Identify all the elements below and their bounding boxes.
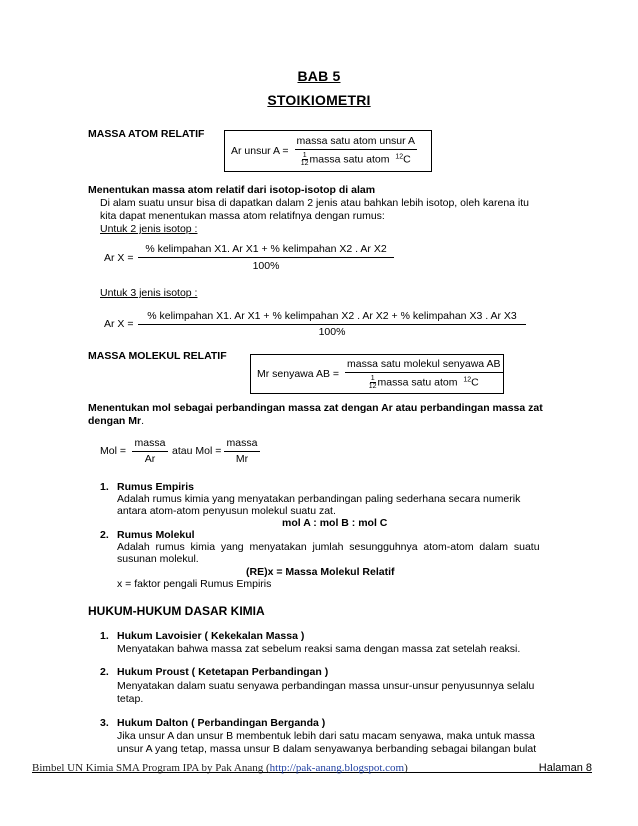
formula-2-denominator: 100% bbox=[252, 260, 280, 272]
formula-box-mr bbox=[250, 354, 504, 394]
formula-mr-numerator: massa satu molekul senyawa AB bbox=[345, 358, 503, 373]
list-item-number: 3. bbox=[100, 717, 109, 729]
hukum-lavoisier-line-1: Menyatakan bahwa massa zat sebelum reaksi sama dengan massa zat setelah reaksi. bbox=[117, 643, 521, 655]
rumus-molekul-equation: (RE)x = Massa Molekul Relatif bbox=[246, 566, 395, 578]
list-item-number: 1. bbox=[100, 481, 109, 493]
formula-2-lhs: Ar X = bbox=[104, 252, 134, 264]
hukum-proust-line-2: tetap. bbox=[117, 693, 144, 705]
rumus-molekul-title: Rumus Molekul bbox=[117, 529, 195, 541]
formula-ar-lhs: Ar unsur A = bbox=[231, 145, 289, 157]
formula-2-numerator: % kelimpahan X1. Ar X1 + % kelimpahan X2 . Ar X2 bbox=[138, 243, 394, 258]
rumus-empiris-ratio: mol A : mol B : mol C bbox=[282, 517, 388, 529]
section-heading-hukum: HUKUM-HUKUM DASAR KIMIA bbox=[88, 604, 265, 618]
rumus-molekul-line-2: susunan molekul. bbox=[117, 553, 199, 565]
formula-mol-den-mr: Mr bbox=[235, 453, 249, 465]
page-title: STOIKIOMETRI bbox=[267, 92, 371, 108]
rumus-molekul-note: x = faktor pengali Rumus Empiris bbox=[117, 578, 272, 590]
isotop-paragraph-line-2: kita dapat menentukan massa atom relatifnya dengan rumus: bbox=[100, 210, 385, 222]
hukum-lavoisier-title: Hukum Lavoisier ( Kekekalan Massa ) bbox=[117, 630, 305, 642]
hukum-dalton-line-1: Jika unsur A dan unsur B membentuk lebih dari satu macam senyawa, maka untuk massa bbox=[117, 730, 535, 742]
subheading-2-isotop: Untuk 2 jenis isotop : bbox=[100, 223, 198, 235]
formula-box-ar bbox=[224, 130, 432, 172]
formula-3-denominator: 100% bbox=[318, 326, 346, 338]
rumus-empiris-line-1: Adalah rumus kimia yang menyatakan perbandingan paling sederhana secara numerik bbox=[117, 493, 521, 505]
section-heading-massa-atom: MASSA ATOM RELATIF bbox=[88, 128, 205, 140]
formula-mol-num-mr: massa bbox=[224, 437, 260, 452]
formula-mr-fraction bbox=[345, 358, 503, 390]
formula-mol-num-ar: massa bbox=[132, 437, 168, 452]
section-heading-mol-line-1: Menentukan mol sebagai perbandingan massa zat dengan Ar atau perbandingan massa zat bbox=[88, 402, 543, 414]
formula-mr-lhs: Mr senyawa AB = bbox=[257, 368, 339, 380]
formula-ar-numerator: massa satu atom unsur A bbox=[295, 135, 417, 150]
one-twelfth: $\frac{1}{12}$ bbox=[368, 375, 377, 390]
list-item-number: 1. bbox=[100, 630, 109, 642]
formula-mol-den-ar: Ar bbox=[144, 453, 156, 465]
hukum-proust-title: Hukum Proust ( Ketetapan Perbandingan ) bbox=[117, 666, 329, 678]
list-item-number: 2. bbox=[100, 529, 109, 541]
formula-3-numerator: % kelimpahan X1. Ar X1 + % kelimpahan X2 . Ar X2 + % kelimpahan X3 . Ar X3 bbox=[138, 310, 526, 325]
formula-3-lhs: Ar X = bbox=[104, 318, 134, 330]
rumus-empiris-line-2: antara atom-atom penyusun molekul suatu zat. bbox=[117, 505, 336, 517]
footer-credit: Bimbel UN Kimia SMA Program IPA by Pak Anang (http://pak-anang.blogspot.com) bbox=[32, 762, 408, 774]
isotop-paragraph-line-1: Di alam suatu unsur bisa di dapatkan dalam 2 jenis atau bahkan lebih isotop, oleh karena itu bbox=[100, 197, 530, 209]
formula-mol-lhs-mr: atau Mol = bbox=[172, 445, 222, 457]
footer-blog-link[interactable]: http://pak-anang.blogspot.com bbox=[269, 762, 405, 774]
formula-mol-lhs-ar: Mol = bbox=[100, 445, 126, 457]
formula-mr-denominator: $\frac{1}{12}$ massa satu atom $^{12}$C bbox=[368, 375, 479, 390]
hukum-proust-line-1: Menyatakan dalam suatu senyawa perbandingan massa unsur-unsur penyusunnya selalu bbox=[117, 680, 535, 692]
hukum-dalton-line-2: unsur A yang tetap, massa unsur B dalam senyawanya berbanding sebagai bilangan bulat bbox=[117, 743, 537, 755]
page-number: Halaman 8 bbox=[538, 762, 592, 774]
one-twelfth: $\frac{1}{12}$ bbox=[300, 152, 309, 167]
formula-ar-fraction bbox=[295, 135, 417, 167]
section-heading-isotop: Menentukan massa atom relatif dari isotop-isotop di alam bbox=[88, 184, 376, 196]
formula-ar-denominator: $\frac{1}{12}$ massa satu atom $^{12}$C bbox=[300, 152, 411, 167]
list-item-number: 2. bbox=[100, 666, 109, 678]
rumus-empiris-title: Rumus Empiris bbox=[117, 481, 195, 493]
section-heading-mol-line-2: dengan Mr. bbox=[88, 415, 145, 427]
subheading-3-isotop: Untuk 3 jenis isotop : bbox=[100, 287, 198, 299]
hukum-dalton-title: Hukum Dalton ( Perbandingan Berganda ) bbox=[117, 717, 326, 729]
chapter-label: BAB 5 bbox=[297, 68, 341, 84]
rumus-molekul-line-1: Adalah rumus kimia yang menyatakan jumlah sesungguhnya atom-atom dalam suatu bbox=[117, 541, 540, 553]
section-heading-massa-molekul: MASSA MOLEKUL RELATIF bbox=[88, 350, 227, 362]
